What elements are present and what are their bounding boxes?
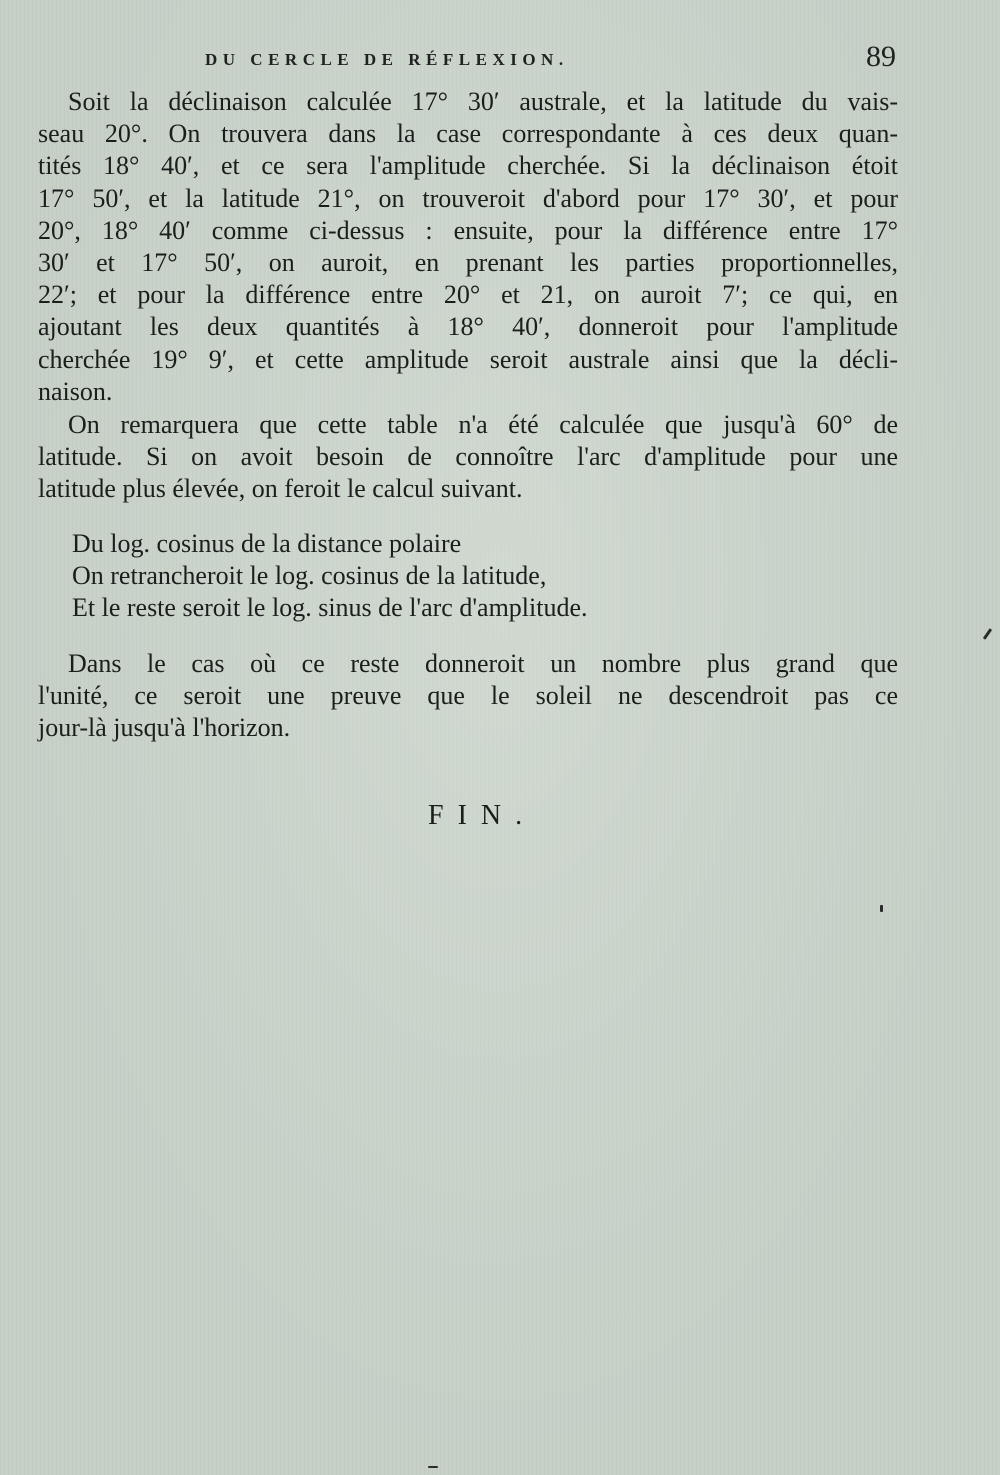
- text-line: 22′; et pour la différence entre 20° et 21, on auroit 7′; ce qui, en: [38, 280, 898, 310]
- ink-speck: [428, 1466, 438, 1468]
- text-line: 30′ et 17° 50′, on auroit, en prenant les parties proportionnelles,: [38, 248, 898, 278]
- text-line: naison.: [38, 376, 113, 406]
- text-line: latitude. Si on avoit besoin de connoître l'arc d'amplitude pour une: [38, 442, 898, 472]
- text-line: latitude plus élevée, on feroit le calcul suivant.: [38, 474, 523, 504]
- paragraph-declination-example: [38, 86, 898, 408]
- end-mark: FIN.: [428, 800, 537, 831]
- formula-line: Et le reste seroit le log. sinus de l'arc d'amplitude.: [72, 593, 588, 622]
- text-line: jour-là jusqu'à l'horizon.: [38, 713, 291, 743]
- text-line: cherchée 19° 9′, et cette amplitude seroit australe ainsi que la décli-: [38, 344, 898, 374]
- formula-line: Du log. cosinus de la distance polaire: [72, 529, 462, 558]
- calculation-formula: [72, 528, 588, 624]
- text-line: tités 18° 40′, et ce sera l'amplitude cherchée. Si la déclinaison étoit: [38, 151, 898, 181]
- text-line: l'unité, ce seroit une preuve que le soleil ne descendroit pas ce: [38, 681, 898, 711]
- paragraph-table-limit: [38, 409, 898, 506]
- text-line: 17° 50′, et la latitude 21°, on trouveroit d'abord pour 17° 30′, et pour: [38, 183, 898, 213]
- ink-speck: [880, 905, 883, 912]
- paragraph-horizon-case: [38, 648, 898, 745]
- running-title: DU CERCLE DE RÉFLEXION.: [205, 50, 569, 69]
- text-line: Soit la déclinaison calculée 17° 30′ australe, et la latitude du vais-: [68, 87, 898, 116]
- page-number: 89: [866, 40, 896, 73]
- text-line: 20°, 18° 40′ comme ci-dessus : ensuite, pour la différence entre 17°: [38, 215, 898, 245]
- text-line: Dans le cas où ce reste donneroit un nombre plus grand que: [68, 649, 898, 678]
- ink-speck: [983, 628, 992, 640]
- text-line: ajoutant les deux quantités à 18° 40′, donneroit pour l'amplitude: [38, 312, 898, 342]
- formula-line: On retrancheroit le log. cosinus de la latitude,: [72, 561, 547, 590]
- text-line: seau 20°. On trouvera dans la case correspondante à ces deux quan-: [38, 119, 898, 149]
- text-line: On remarquera que cette table n'a été calculée que jusqu'à 60° de: [68, 410, 898, 439]
